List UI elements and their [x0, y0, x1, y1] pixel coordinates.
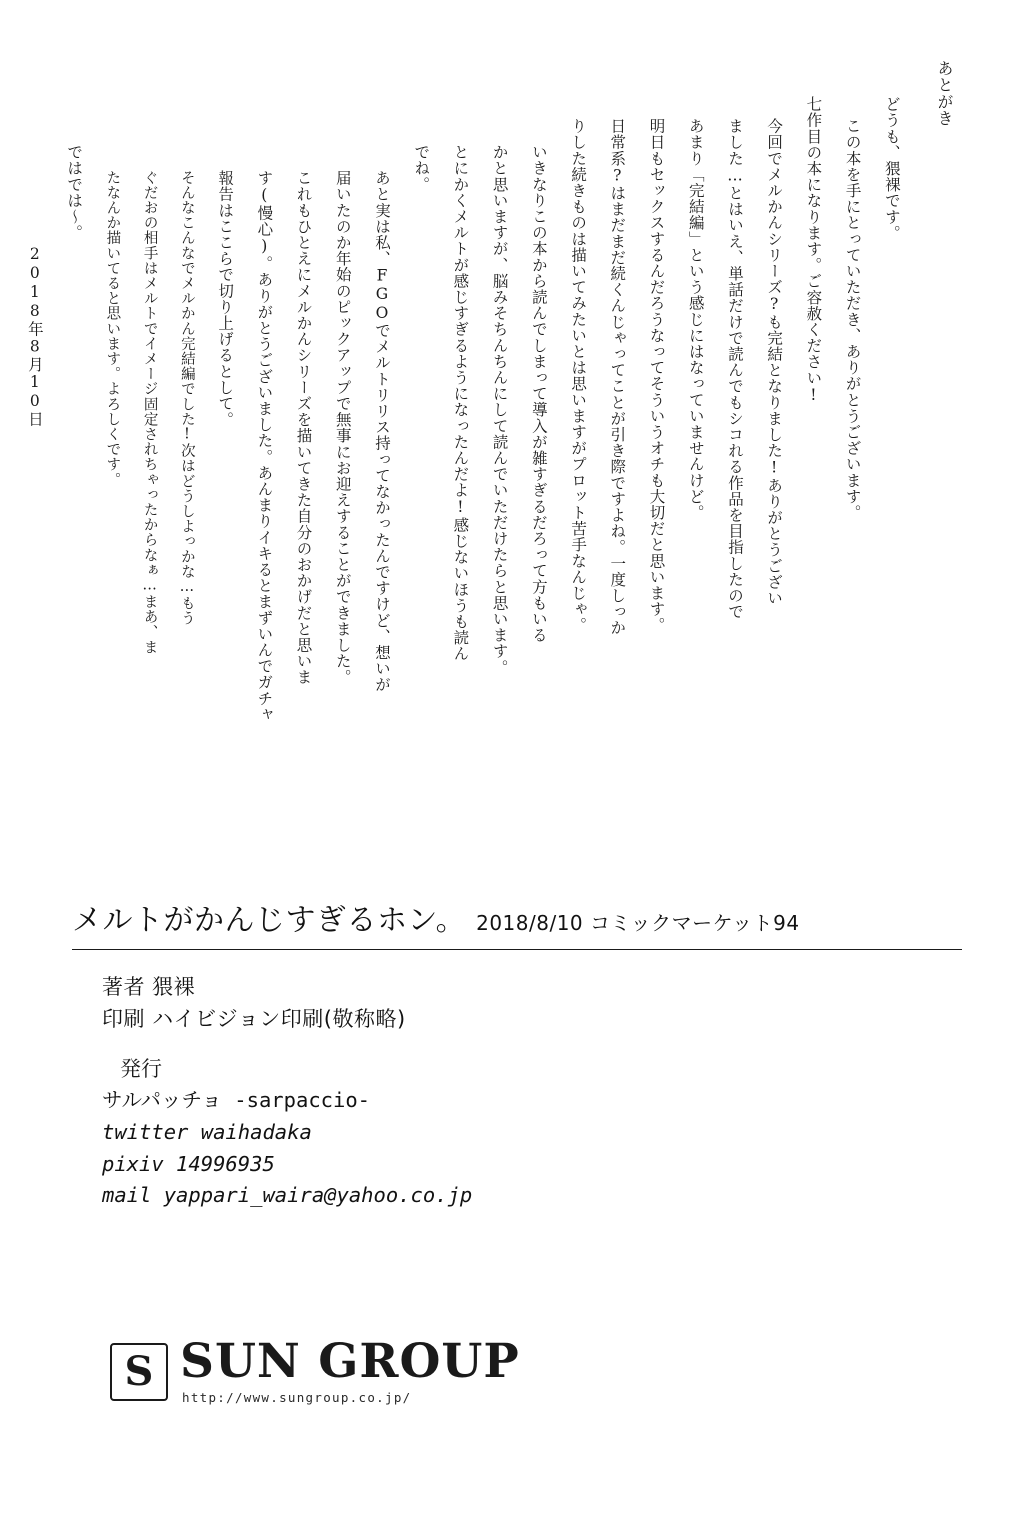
publisher-mail[interactable]: mail yappari_waira@yahoo.co.jp	[102, 1183, 473, 1208]
afterword-column: たなんか描いてると思います。よろしくです。	[104, 170, 121, 488]
publisher-twitter[interactable]: twitter waihadaka	[102, 1119, 312, 1144]
afterword-column: す(慢心)。ありがとうございました。あんまりイキるとまずいんでガチャ	[255, 170, 274, 723]
colophon-section	[72, 895, 962, 1212]
afterword-column: かと思いますが、脳みそちんちんにして読んでいただけたらと思います。	[490, 144, 509, 676]
logo-text-wrap	[180, 1334, 520, 1405]
afterword-column: ぐだおの相手はメルトでイメージ固定されちゃったからなぁ…まあ、ま	[141, 170, 158, 655]
afterword-column: 報告はここらで切り上げるとして。	[216, 170, 235, 428]
afterword-heading: あとがき	[935, 60, 954, 127]
afterword-column: でね。	[412, 144, 431, 193]
afterword-column: そんなこんなでメルかん完結編でした!次はどうしよっかな…もう	[178, 170, 195, 626]
logo-letter: S	[124, 1347, 154, 1395]
afterword-column: とにかくメルトが感じすぎるようになったんだよ!感じないほうも読ん	[451, 144, 470, 662]
publisher-circle-name: サルパッチョ -sarpaccio-	[102, 1088, 371, 1112]
printer-logo	[110, 1334, 520, 1405]
credit-author: 著者 猥裸	[102, 975, 196, 999]
publisher-pixiv[interactable]: pixiv 14996935	[102, 1151, 275, 1176]
sun-group-mark-icon	[110, 1343, 168, 1401]
afterword-column: これもひとえにメルかんシリーズを描いてきた自分のおかげだと思いま	[294, 170, 313, 686]
afterword-column: この本を手にとっていただき、ありがとうございます。	[843, 118, 862, 521]
publisher-heading: 発行	[120, 1057, 162, 1081]
publisher-block	[72, 1085, 962, 1212]
afterword-column: 日常系?はまだまだ続くんじゃってことが引き際ですよね。一度しっか	[608, 118, 627, 636]
afterword-section	[25, 60, 960, 850]
credit-printer: 印刷 ハイビジョン印刷(敬称略)	[102, 1006, 406, 1031]
afterword-column: どうも、猥裸です。	[882, 96, 901, 241]
afterword-column: 明日もセックスするんだろうなってそういうオチも大切だと思います。	[647, 118, 666, 634]
afterword-column: いきなりこの本から読んでしまって導入が雑すぎるだろって方もいる	[529, 144, 548, 644]
afterword-column: ました…とはいえ、単話だけで読んでもシコれる作品を目指したので	[725, 118, 744, 620]
colophon-title-row	[72, 895, 962, 947]
afterword-column: ではでは〜。	[65, 144, 84, 241]
colophon-divider	[72, 949, 962, 950]
book-title: メルトがかんじすぎるホン。	[72, 903, 467, 938]
afterword-date: 2018年8月10日	[25, 245, 44, 428]
afterword-column: 七作目の本になります。ご容赦ください!	[804, 96, 823, 405]
afterword-column: あまり「完結編」という感じにはなっていませんけど。	[686, 118, 705, 521]
logo-url[interactable]: http://www.sungroup.co.jp/	[182, 1390, 412, 1405]
logo-name: SUN GROUP	[180, 1334, 520, 1389]
afterword-column: あと実は私、FGOでメルトリリス持ってなかったんですけど、想いが	[372, 170, 391, 693]
credits-block	[72, 972, 962, 1035]
event-info: 2018/8/10 コミックマーケット94	[476, 911, 800, 935]
afterword-column: 届いたのか年始のピックアップで無事にお迎えすることができました。	[333, 170, 352, 686]
afterword-column: りした続きものは描いてみたいとは思いますがプロット苦手なんじゃ。	[569, 118, 588, 634]
afterword-column: 今回でメルかんシリーズ?も完結となりました!ありがとうござい	[765, 118, 784, 606]
